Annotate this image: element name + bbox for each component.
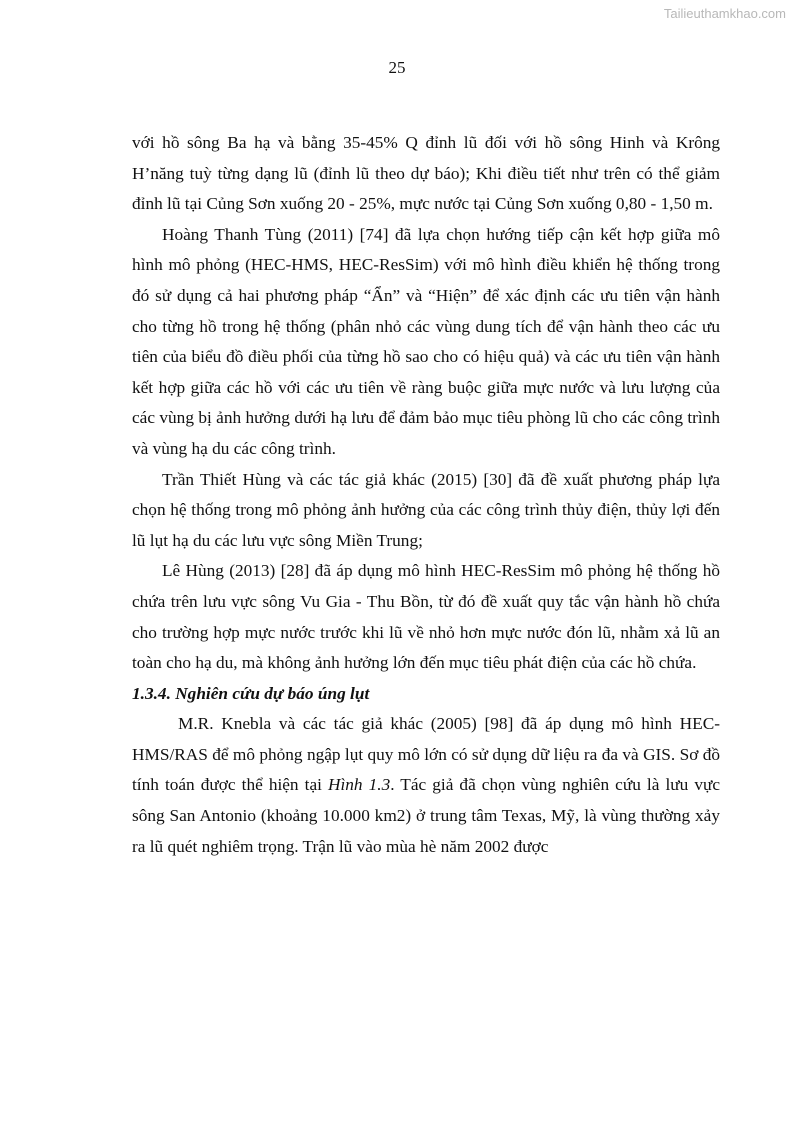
paragraph-3: Trần Thiết Hùng và các tác giả khác (2015) [30] đã đề xuất phương pháp lựa chọn hệ thống trong mô phỏng ảnh hưởng của các công trình thủy điện, thủy lợi đến lũ lụt hạ du các lưu vực sông Miền Trung; (132, 469, 720, 550)
paragraph-4: Lê Hùng (2013) [28] đã áp dụng mô hình HEC-ResSim mô phỏng hệ thống hồ chứa trên lưu vực sông Vu Gia - Thu Bồn, từ đó đề xuất quy tắc vận hành hồ chứa cho trường hợp mực nước trước khi lũ về nhỏ hơn mực nước đón lũ, nhằm xả lũ an toàn cho hạ du, mà không ảnh hưởng lớn đến mục tiêu phát điện của các hồ chứa. (132, 561, 720, 673)
paragraph-5-text-start: M.R. Knebla và các tác giả khác (2005) [98] đã áp dụng mô hình HEC-HMS/RAS để mô phỏng ngập lụt quy mô lớn có sử dụng dữ liệu ra đa và GIS. Sơ đồ tính toán được thể hiện tại (132, 714, 720, 795)
paragraph-1: với hồ sông Ba hạ và bằng 35-45% Q đỉnh lũ đối với hồ sông Hinh và Krông H’năng tuỳ từng dạng lũ (đỉnh lũ theo dự báo); Khi điều tiết như trên có thể giảm đỉnh lũ tại Củng Sơn xuống 20 - 25%, mực nước tại Củng Sơn xuống 0,80 - 1,50 m. (132, 133, 720, 214)
document-body (132, 128, 720, 862)
paragraph-5-text-end: . Tác giả đã chọn vùng nghiên cứu là lưu vực sông San Antonio (khoảng 10.000 km2) ở trung tâm Texas, Mỹ, là vùng thường xảy ra lũ quét nghiêm trọng. Trận lũ vào mùa hè năm 2002 được (132, 775, 721, 856)
watermark: Tailieuthamkhao.com (663, 6, 786, 21)
page-number: 25 (388, 58, 406, 77)
figure-reference: Hình 1.3 (327, 775, 391, 795)
paragraph-2: Hoàng Thanh Tùng (2011) [74] đã lựa chọn hướng tiếp cận kết hợp giữa mô hình mô phỏng (HEC-HMS, HEC-ResSim) với mô hình điều khiển hệ thống trong đó sử dụng cả hai phương pháp “Ẩn” và “Hiện” để xác định các ưu tiên vận hành cho từng hồ trong hệ thống (phân nhỏ các vùng dung tích để vận hành theo các ưu tiên của biểu đồ điều phối của từng hồ sao cho có hiệu quả) và các ưu tiên vận hành kết hợp giữa các hồ với các ưu tiên về ràng buộc giữa mực nước và lưu lượng của các vùng bị ảnh hưởng dưới hạ lưu để đảm bảo mục tiêu phòng lũ cho các công trình và vùng hạ du các công trình. (132, 224, 720, 458)
paragraph-5 (132, 709, 720, 862)
section-heading: 1.3.4. Nghiên cứu dự báo úng lụt (132, 683, 370, 703)
